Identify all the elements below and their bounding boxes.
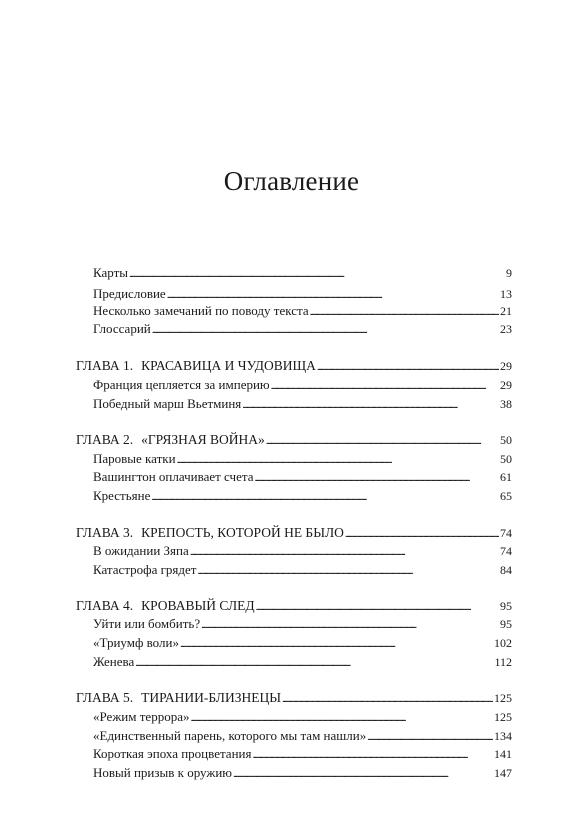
toc-chapter-page: 125 <box>494 691 512 705</box>
toc-entry-page: 9 <box>506 266 512 280</box>
chapter-number: ГЛАВА 3. <box>76 525 134 540</box>
toc-entry-page: 112 <box>494 655 512 669</box>
toc-entry-label: Карты <box>93 265 129 280</box>
toc-entry[interactable] <box>93 302 512 320</box>
toc-chapter-page: 95 <box>500 599 512 613</box>
toc-entry-page: 102 <box>494 636 512 650</box>
toc-entry[interactable] <box>93 542 512 560</box>
toc-chapter[interactable] <box>76 431 512 449</box>
toc-entry-label: Новый призыв к оружию <box>93 765 233 780</box>
chapter-title: ТИРАНИИ-БЛИЗНЕЦЫ <box>141 690 281 705</box>
dot-leader <box>151 488 499 506</box>
toc-entry-label: Короткая эпоха процветания <box>93 746 252 761</box>
dot-leader <box>129 265 505 283</box>
chapter-number: ГЛАВА 5. <box>76 690 134 705</box>
toc-entry-label: «Режим террора» <box>93 709 190 724</box>
toc-entry-label: Вашингтон оплачивает счета <box>93 469 254 484</box>
dot-leader <box>345 525 499 543</box>
toc-entry[interactable] <box>93 487 512 505</box>
toc-entry-page: 38 <box>500 397 512 411</box>
toc-entry-page: 29 <box>500 378 512 392</box>
dot-leader <box>135 654 493 672</box>
dot-leader <box>266 432 499 450</box>
toc-entry-label: «Триумф воли» <box>93 635 179 650</box>
toc-entry-label: Крестьяне <box>93 488 151 503</box>
dot-leader <box>310 303 499 321</box>
dot-leader <box>252 746 493 764</box>
toc-chapter-label <box>76 524 344 542</box>
chapter-number: ГЛАВА 1. <box>76 358 134 373</box>
toc-entry[interactable] <box>93 320 512 338</box>
toc-entry-label: В ожидании Зяпа <box>93 543 189 558</box>
toc-chapter-label <box>76 689 281 707</box>
toc-entry[interactable] <box>93 615 512 633</box>
toc-chapter-label <box>76 357 316 375</box>
dot-leader <box>282 690 493 708</box>
toc-chapter[interactable] <box>76 597 512 615</box>
toc-entry-page: 125 <box>494 710 512 724</box>
toc-entry-page: 74 <box>500 544 512 558</box>
toc-entry[interactable] <box>93 561 512 579</box>
dot-leader <box>201 616 499 634</box>
toc-entry[interactable] <box>93 450 512 468</box>
toc-chapter-page: 29 <box>500 359 512 373</box>
toc-entry-page: 50 <box>500 452 512 466</box>
toc-entry-label: Несколько замечаний по поводу текста <box>93 303 309 318</box>
toc-entry[interactable] <box>93 727 512 745</box>
dot-leader <box>190 709 493 727</box>
toc-entry[interactable] <box>93 264 512 282</box>
toc-entry-page: 95 <box>500 617 512 631</box>
toc-entry-page: 23 <box>500 322 512 336</box>
toc-chapter[interactable] <box>76 357 512 375</box>
chapter-title: КРЕПОСТЬ, КОТОРОЙ НЕ БЫЛО <box>141 525 344 540</box>
toc-entry-label: Глоссарий <box>93 321 151 336</box>
toc-entry-label: Паровые катки <box>93 451 176 466</box>
toc-entry-label: Предисловие <box>93 286 166 301</box>
toc-entry[interactable] <box>93 745 512 763</box>
dot-leader <box>197 562 499 580</box>
toc-entry-page: 141 <box>494 747 512 761</box>
dot-leader <box>254 469 499 487</box>
toc-entry-label: Катастрофа грядет <box>93 562 197 577</box>
toc-entry-label: «Единственный парень, которого мы там нашли» <box>93 728 367 743</box>
toc-entry-page: 21 <box>500 304 512 318</box>
toc-entry-page: 134 <box>494 729 512 743</box>
toc-chapter-page: 74 <box>500 526 512 540</box>
dot-leader <box>271 377 499 395</box>
dot-leader <box>190 543 499 561</box>
toc-chapter[interactable] <box>76 524 512 542</box>
dot-leader <box>367 728 493 746</box>
dot-leader <box>242 396 499 414</box>
toc-entry-label: Франция цепляется за империю <box>93 377 270 392</box>
toc-entry[interactable] <box>93 708 512 726</box>
toc-entry[interactable] <box>93 285 512 303</box>
dot-leader <box>317 358 499 376</box>
dot-leader <box>177 451 499 469</box>
toc-entry[interactable] <box>93 764 512 782</box>
toc-chapter-label <box>76 597 255 615</box>
chapter-title: КРАСАВИЦА И ЧУДОВИЩА <box>141 358 316 373</box>
dot-leader <box>256 598 499 616</box>
chapter-number: ГЛАВА 4. <box>76 598 134 613</box>
chapter-number: ГЛАВА 2. <box>76 432 134 447</box>
toc-entry-page: 13 <box>500 287 512 301</box>
chapter-title: «ГРЯЗНАЯ ВОЙНА» <box>141 432 265 447</box>
toc-entry-page: 65 <box>500 489 512 503</box>
toc-entry[interactable] <box>93 653 512 671</box>
chapter-title: КРОВАВЫЙ СЛЕД <box>141 598 255 613</box>
toc-entry[interactable] <box>93 376 512 394</box>
toc-chapter-label <box>76 431 265 449</box>
toc-chapter[interactable] <box>76 689 512 707</box>
toc-entry-page: 147 <box>494 766 512 780</box>
toc-entry-page: 84 <box>500 563 512 577</box>
dot-leader <box>180 635 493 653</box>
dot-leader <box>152 321 499 339</box>
page-title: Оглавление <box>223 166 360 196</box>
toc-entry[interactable] <box>93 395 512 413</box>
toc-entry[interactable] <box>93 468 512 486</box>
toc-entry-label: Женева <box>93 654 135 669</box>
toc-entry[interactable] <box>93 634 512 652</box>
toc-entry-label: Уйти или бомбить? <box>93 616 201 631</box>
toc-entry-page: 61 <box>500 470 512 484</box>
toc-entry-label: Победный марш Вьетминя <box>93 396 242 411</box>
dot-leader <box>233 765 493 783</box>
toc-chapter-page: 50 <box>500 433 512 447</box>
